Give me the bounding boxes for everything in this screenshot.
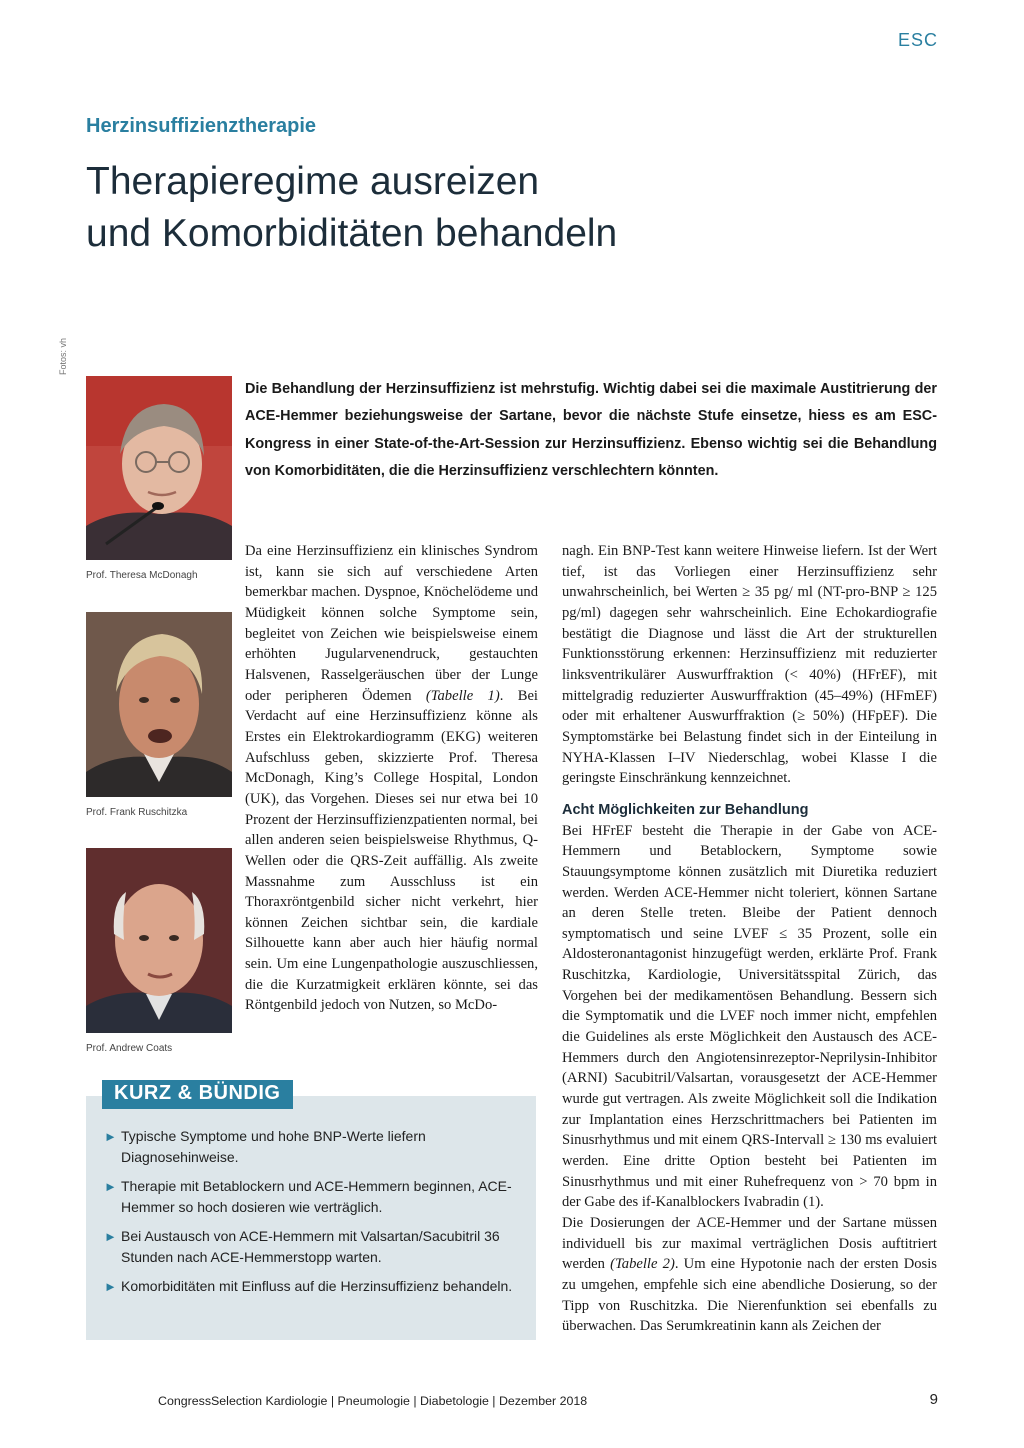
- triangle-bullet-icon: ►: [104, 1179, 117, 1194]
- triangle-bullet-icon: ►: [104, 1129, 117, 1144]
- body-text: Die Dosierungen der ACE-Hemmer und der Sartane müssen individuell bis zur maximal verträglichen Dosis auftitriert werden: [562, 1215, 937, 1273]
- table-reference: (Tabelle 2): [610, 1256, 675, 1273]
- title-line-2: und Komorbiditäten behandeln: [86, 212, 618, 255]
- summary-item: [104, 1276, 524, 1297]
- body-text: . Bei Verdacht auf eine Herzinsuffizienz könne als Erstes ein Elektrokardiogramm (EKG) weiteren Aufschluss geben, skizzierte Prof. Theresa McDonagh, King’s College Hospital, London (UK), das Vorgehen. Dieses sei nur etwa bei 10 Prozent der Herzinsuffizienzpatienten normal, bei allen anderen seien beispielsweise Rhythmus, Q-Wellen oder die QRS-Zeit auffällig. Als zweite Massnahme zum Ausschluss ist ein Thoraxröntgenbild sicher nicht verkehrt, hier können Zeichen sichtbar sein, die kardiale Silhouette kann aber auch hier häufig normal sein. Um eine Lungenpathologie auszuschliessen, die die Kurzatmigkeit erklären könnte, sei das Röntgenbild jedoch von Nutzen, so McDo-: [245, 687, 538, 1014]
- summary-list: [104, 1126, 524, 1305]
- body-paragraph: Bei HFrEF besteht die Therapie in der Gabe von ACE-Hemmern und Betablockern, Symptome sowie Stauungsymptome können zusätzlich mit Diuretika reduziert werden. Werden ACE-Hemmer nicht toleriert, können Sartane an deren Stelle treten. Bleibe der Patient dennoch symptomatisch und seine LVEF ≤ 35 Prozent, solle ein Aldosteronantagonist hinzugefügt werden, erklärte Prof. Frank Ruschitzka, Kardiologie, Universitätsspital Zürich, das Vorgehen bei der medikamentösen Behandlung. Bessern sich die Symptomatik und die LVEF noch immer nicht, empfehlen die Guidelines als erste Möglichkeit den Austausch des ACE-Hemmers durch den Angiotensinrezeptor-Neprilysin-Inhibitor (ARNI) Sacubitril/Valsartan, vorausgesetzt der ACE-Hemmer wurde gut vertragen. Als zweite Möglichkeit soll die Indikation zur Implantation eines Herzschrittmachers bei Patienten im Sinusrhythmus und mit einem QRS-Intervall ≥ 130 ms evaluiert werden. Eine dritte Option besteht bei Patienten im Sinusrhythmus und mit einer Ruhefrequenz von > 70 bpm in der Gabe des if-Kanalblockers Ivabradin (1).: [562, 822, 937, 1211]
- triangle-bullet-icon: ►: [104, 1279, 117, 1294]
- triangle-bullet-icon: ►: [104, 1229, 117, 1244]
- summary-item: [104, 1176, 524, 1218]
- photo-caption-coats: Prof. Andrew Coats: [86, 1043, 173, 1054]
- summary-item-text: Bei Austausch von ACE-Hemmern mit Valsartan/Sacubitril 36 Stunden nach ACE-Hemmerstopp warten.: [121, 1228, 500, 1265]
- summary-item: [104, 1226, 524, 1268]
- photo-caption-mcdonagh: Prof. Theresa McDonagh: [86, 570, 198, 581]
- body-paragraph: nagh. Ein BNP-Test kann weitere Hinweise liefern. Ist der Wert tief, ist das Vorliegen einer Herzinsuffizienz sehr unwahrscheinlich, bei Werten ≥ 35 pg/ ml (NT-pro-BNP ≥ 125 pg/ml) dagegen sehr wahrscheinlich. Eine Echokardiografie bestätigt die Diagnose und lässt die Art der strukturellen Funktionsstörung erkennen: Herzinsuffizienz mit reduzierter linksventrikulärer Auswurffraktion (< 40%) (HFrEF), mit mittelgradig reduzierter Auswurffraktion (45–49%) (HFmEF) oder mit erhaltener Auswurffraktion (≥ 50%) (HFpEF). Die Symptomstärke bei Belastung findet sich in der Einteilung in NYHA-Klassen I–IV Niederschlag, wobei Klasse I die geringste Einschränkung kennzeichnet.: [562, 543, 937, 787]
- section-tag: ESC: [897, 30, 938, 50]
- body-text: . Um eine Hypotonie nach der ersten Dosis zu umgehen, empfehle sich eine abendliche Dosierung, so der Tipp von Ruschitzka. Die Nierenfunktion sei ebenfalls zu überwachen. Das Serumkreatinin kann als Zeichen der: [562, 1256, 937, 1335]
- photo-credit: Fotos: vh: [58, 337, 68, 375]
- summary-item-text: Therapie mit Betablockern und ACE-Hemmern beginnen, ACE-Hemmer so hoch dosieren wie verträglich.: [121, 1178, 512, 1215]
- body-column-right: [562, 541, 937, 1337]
- body-paragraph: [245, 541, 538, 1016]
- footer-publication: CongressSelection Kardiologie | Pneumologie | Diabetologie | Dezember 2018: [158, 1394, 588, 1408]
- photo-caption-ruschitzka: Prof. Frank Ruschitzka: [86, 807, 188, 818]
- body-paragraph: [562, 1213, 937, 1337]
- article-title: [86, 156, 617, 260]
- summary-box-title: KURZ & BÜNDIG: [102, 1080, 293, 1109]
- portrait-photo-ruschitzka: [86, 612, 232, 797]
- article-kicker: Herzinsuffizienztherapie: [86, 115, 317, 137]
- portrait-photo-mcdonagh: [86, 376, 232, 560]
- section-subheading: Acht Möglichkeiten zur Behandlung: [562, 801, 809, 818]
- body-text: Da eine Herzinsuffizienz ein klinisches Syndrom ist, kann sie sich auf verschiedene Arten bemerkbar machen. Dyspnoe, Knöchelödeme und Müdigkeit können solche Symptome sein, begleitet von Zeichen wie beispielsweise einem erhöhten Jugularvenendruck, gestauchten Halsvenen, Rasselgeräuschen über der Lunge oder peripheren Ödemen: [245, 543, 538, 704]
- portrait-photo-coats: [86, 848, 232, 1033]
- body-column-left: [245, 541, 538, 1016]
- title-line-1: Therapieregime ausreizen: [86, 160, 540, 203]
- page-number: 9: [929, 1391, 938, 1408]
- summary-item-text: Typische Symptome und hohe BNP-Werte liefern Diagnosehinweise.: [121, 1128, 426, 1165]
- summary-item-text: Komorbiditäten mit Einfluss auf die Herzinsuffizienz behandeln.: [121, 1278, 513, 1294]
- table-reference: (Tabelle 1): [425, 687, 500, 704]
- article-lead: Die Behandlung der Herzinsuffizienz ist mehrstufig. Wichtig dabei sei die maximale Austitrierung der ACE-Hemmer beziehungsweise der Sartane, bevor die nächste Stufe einsetze, hiess es am ESC-Kongress in einer State-of-the-Art-Session zur Herzinsuffizienz. Ebenso wichtig sei die Behandlung von Komorbiditäten, die die Herzinsuffizienz verschlechtern könnten.: [245, 381, 937, 479]
- summary-item: [104, 1126, 524, 1168]
